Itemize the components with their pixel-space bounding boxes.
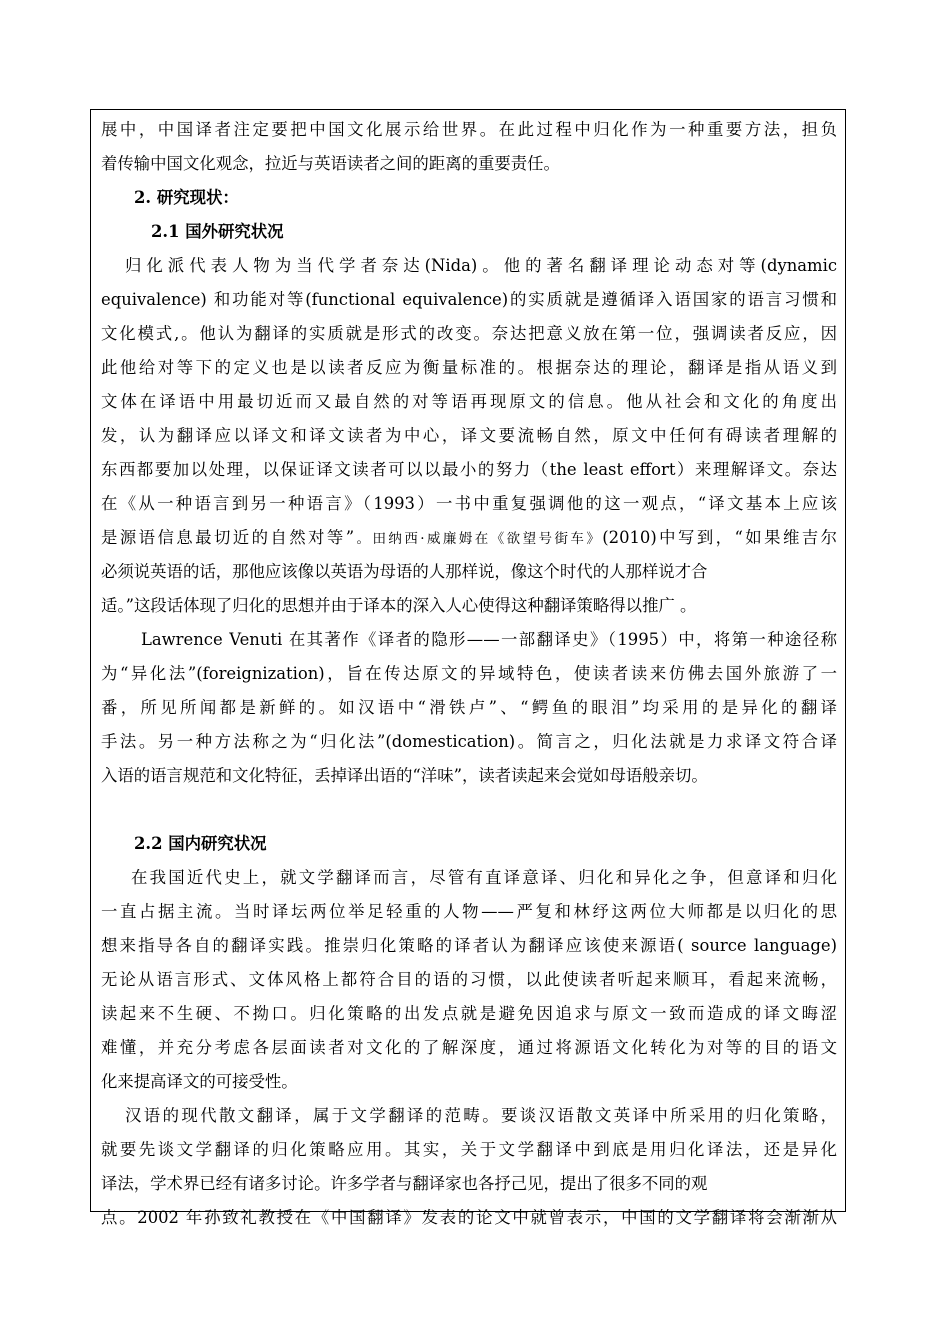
section-2-2-heading: 2.2 国内研究状况 [134, 834, 267, 853]
para-2-1-a-line: 归化派代表人物为当代学者奈达(Nida)。他的著名翻译理论动态对等(dynamic [125, 256, 837, 275]
para-2-2-a-line: 无论从语言形式、文体风格上都符合目的语的习惯，以此使读者听起来顺耳，看起来流畅， [101, 970, 837, 989]
para-2-2-a-line: 在我国近代史上，就文学翻译而言，尽管有直译意译、归化和异化之争，但意译和归化 [131, 868, 837, 887]
para-2-1-b-line: 手法。另一种方法称之为“归化法”(domestication)。简言之，归化法就是力求译文符合译 [101, 732, 837, 751]
intro-line-2: 着传输中国文化观念，拉近与英语读者之间的距离的重要责任。 [101, 154, 560, 173]
para-2-1-a-line-part-small: 。田纳西·威廉姆在《欲望号街车》 [354, 531, 603, 547]
document-body [101, 113, 837, 1235]
para-2-2-b-line: 译法，学术界已经有诸多讨论。许多学者与翻译家也各抒己见，提出了很多不同的观 [101, 1174, 708, 1193]
para-2-1-a-line: 文体在译语中用最切近而又最自然的对等语再现原文的信息。他从社会和文化的角度出 [101, 392, 837, 411]
para-2-1-b-line: 入语的语言规范和文化特征，丢掉译出语的“洋味”，读者读起来会觉如母语般亲切。 [101, 766, 708, 785]
para-2-1-a-line: 在《从一种语言到另一种语言》（1993）一书中重复强调他的这一观点，“译文基本上应该 [101, 494, 837, 513]
para-2-1-b-line: 番，所见所闻都是新鲜的。如汉语中“滑铁卢”、“鳄鱼的眼泪”均采用的是异化的翻译 [101, 698, 837, 717]
para-2-1-a-line: equivalence) 和功能对等(functional equivalence)的实质就是遵循译入语国家的语言习惯和 [101, 290, 837, 309]
para-2-2-b-line: 汉语的现代散文翻译，属于文学翻译的范畴。要谈汉语散文英译中所采用的归化策略， [125, 1106, 837, 1125]
para-2-2-b-line: 点。2002 年孙致礼教授在《中国翻译》发表的论文中就曾表示，中国的文学翻译将会渐渐从 [101, 1208, 837, 1227]
para-2-1-a-line: 东西都要加以处理，以保证译文读者可以以最小的努力（the least effort）来理解译文。奈达 [101, 460, 837, 479]
para-2-1-a-line-mixed [101, 521, 837, 555]
document-table-frame [90, 109, 846, 1227]
para-2-2-a-line: 一直占据主流。当时译坛两位举足轻重的人物——严复和林纾这两位大师都是以归化的思 [101, 902, 837, 921]
para-2-1-a-line: 此他给对等下的定义也是以读者反应为衡量标准的。根据奈达的理论，翻译是指从语义到 [101, 358, 837, 377]
para-2-1-a-line: 文化模式,。他认为翻译的实质就是形式的改变。奈达把意义放在第一位，强调读者反应，因 [101, 324, 837, 343]
para-2-1-b-line: Lawrence Venuti 在其著作《译者的隐形——一部翻译史》（1995）中，将第一种途径称 [141, 630, 837, 649]
section-2-1-heading: 2.1 国外研究状况 [151, 222, 284, 241]
intro-line-1: 展中，中国译者注定要把中国文化展示给世界。在此过程中归化作为一种重要方法，担负 [101, 120, 837, 139]
para-2-2-a-line: 读起来不生硬、不拗口。归化策略的出发点就是避免因追求与原文一致而造成的译文晦涩 [101, 1004, 837, 1023]
para-2-1-a-line: 必须说英语的话，那他应该像以英语为母语的人那样说，像这个时代的人那样说才合 [101, 562, 708, 581]
para-2-1-a-line: 适。”这段话体现了归化的思想并由于译本的深入人心使得这种翻译策略得以推广 。 [101, 596, 697, 615]
blank-line [101, 793, 837, 827]
para-2-1-a-line: 发，认为翻译应以译文和译文读者为中心，译文要流畅自然，原文中任何有碍读者理解的 [101, 426, 837, 445]
section-2-heading: 2. 研究现状： [134, 188, 239, 207]
para-2-2-a-line: 难懂，并充分考虑各层面读者对文化的了解深度，通过将源语文化转化为对等的目的语文 [101, 1038, 837, 1057]
para-2-2-a-line: 想来指导各自的翻译实践。推崇归化策略的译者认为翻译应该使来源语( source language) [101, 936, 837, 955]
para-2-2-b-line: 就要先谈文学翻译的归化策略应用。其实，关于文学翻译中到底是用归化译法，还是异化 [101, 1140, 837, 1159]
para-2-1-a-line-part: (2010)中写到，“如果维吉尔 [602, 528, 837, 547]
para-2-1-a-line-part: 是源语信息最切近的自然对等” [101, 528, 355, 547]
para-2-1-b-line: 为“异化法”(foreignization)，旨在传达原文的异域特色，使读者读来仿佛去国外旅游了一 [101, 664, 837, 683]
para-2-2-a-line: 化来提高译文的可接受性。 [101, 1072, 298, 1091]
